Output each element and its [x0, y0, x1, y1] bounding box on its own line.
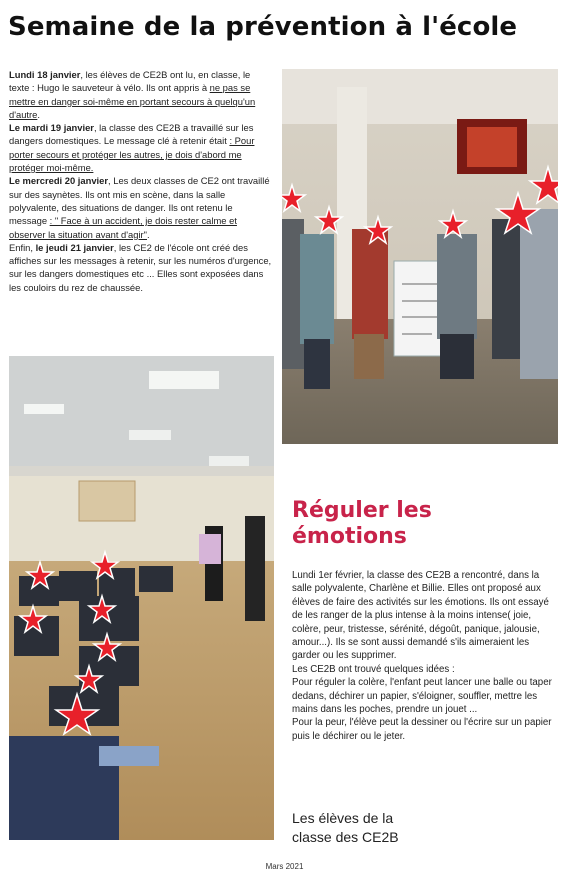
section-paragraph: Les CE2B ont trouvé quelques idées :: [292, 663, 455, 675]
date-label: Lundi 18 janvier: [9, 69, 81, 80]
key-message: : " Face à un accident, je dois rester calme et observer la situation avant d'agir": [9, 215, 237, 240]
text-run: , Les deux classes de CE2 ont travaillé sur des saynètes. Ils ont mis en scène, dans la salle polyvalente, des situations de danger. Ils ont retenu le message: [9, 175, 270, 227]
section-title: Réguler les émotions: [292, 498, 432, 549]
date-label: Le mardi 19 janvier: [9, 122, 94, 134]
text-run: , les élèves de CE2B ont lu, en classe, le texte : Hugo le sauveteur à vélo. Ils ont appris à: [9, 69, 251, 94]
key-message: ne pas se mettre en danger soi-même en portant secours à quelqu'un d'autre: [9, 82, 256, 120]
text-run: , la classe des CE2B a travaillé sur les dangers domestiques. Le message clé à retenir était: [9, 122, 254, 147]
text-run: .: [37, 108, 40, 120]
article-paragraph: [9, 174, 273, 240]
section-paragraph: Pour réguler la colère, l'enfant peut lancer une balle ou taper dedans, déchirer un papier, s'éloigner, souffler, mettre les mains dans les poches, prendre un jouet ...: [292, 677, 552, 716]
saynete-photo: [282, 69, 558, 444]
section-body: [292, 569, 558, 743]
signature-line: classe des CE2B: [292, 829, 399, 845]
page-title: Semaine de la prévention à l'école: [8, 12, 518, 42]
signature: [292, 809, 492, 847]
photo-icon: [282, 69, 558, 444]
text-run: Enfin,: [9, 241, 36, 253]
article-body: [9, 68, 273, 294]
article-paragraph: [9, 68, 273, 121]
signature-line: Les élèves de la: [292, 810, 394, 826]
date-label: le jeudi 21 janvier: [35, 241, 114, 253]
section-paragraph: Pour la peur, l'élève peut la dessiner ou l'écrire sur un papier puis le déchirer ou le jeter.: [292, 717, 552, 742]
footer-date: Mars 2021: [265, 862, 304, 871]
text-run: .: [147, 228, 150, 240]
text-run: , les CE2 de l'école ont créé des affiches sur les messages à retenir, sur les numéros d'urgence, sur les dangers domestiques etc ... Elles sont exposées dans les couloirs du rez de chaussée.: [9, 241, 272, 293]
article-paragraph: [9, 121, 273, 174]
emotions-photo: [9, 356, 274, 840]
date-label: Le mercredi 20 janvier: [9, 175, 109, 187]
key-message: : Pour porter secours et protéger les autres, je dois d'abord me protéger moi-même.: [9, 135, 255, 174]
section-paragraph: Lundi 1er février, la classe des CE2B a rencontré, dans la salle polyvalente, Charlène et Billie. Elles ont proposé aux élèves de faire des activités sur les émotions. Ils ont essayé de les ranger de la plus intense à la moins intense( joie, colère, peur, tristesse, sérénité, dégoût, panique, jalousie, amour...). Ils se sont aussi demandé s'ils aimeraient les garder ou les supprimer.: [292, 570, 549, 662]
article-paragraph: [9, 241, 273, 294]
photo-icon: [9, 356, 274, 840]
